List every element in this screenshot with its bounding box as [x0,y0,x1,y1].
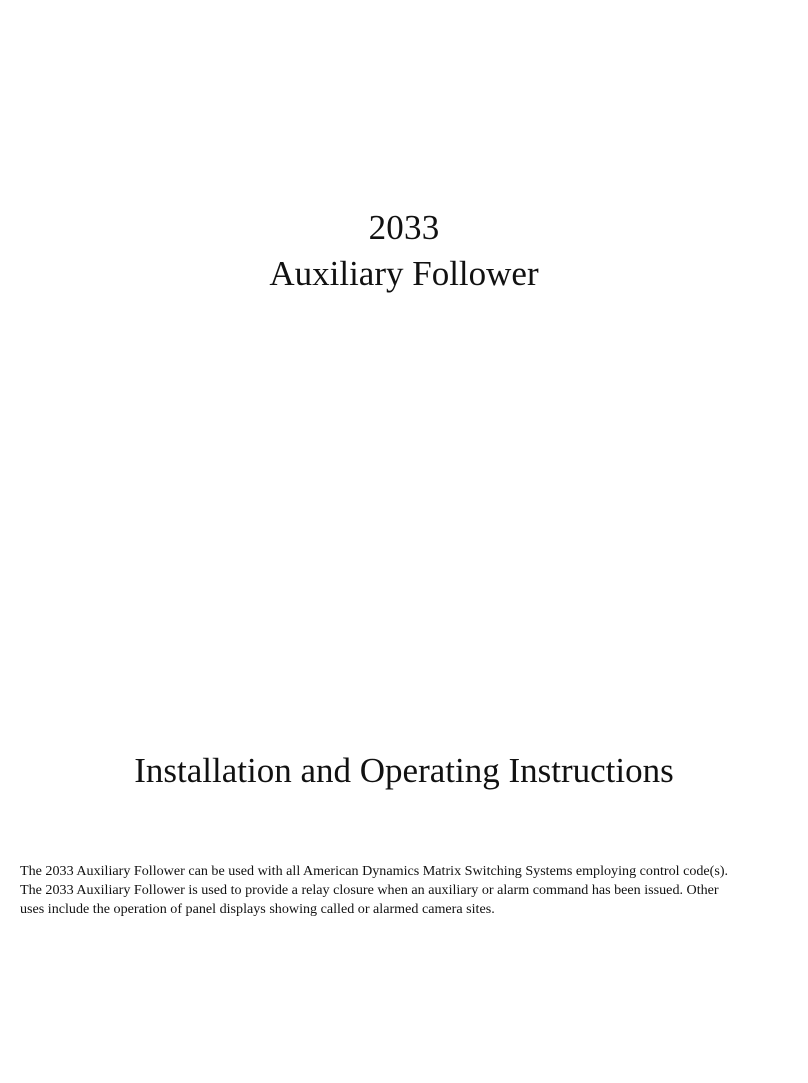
intro-paragraph [20,862,792,919]
intro-line: uses include the operation of panel displays showing called or alarmed camera sites. [20,901,495,917]
intro-line: The 2033 Auxiliary Follower is used to provide a relay closure when an auxiliary or alarm command has been issued. Other [20,882,719,898]
product-name: Auxiliary Follower [269,254,539,293]
intro-line: The 2033 Auxiliary Follower can be used with all American Dynamics Matrix Switching Systems employing control code(s). [20,863,729,879]
model-number: 2033 [368,208,440,247]
document-title: Installation and Operating Instructions [134,751,674,790]
